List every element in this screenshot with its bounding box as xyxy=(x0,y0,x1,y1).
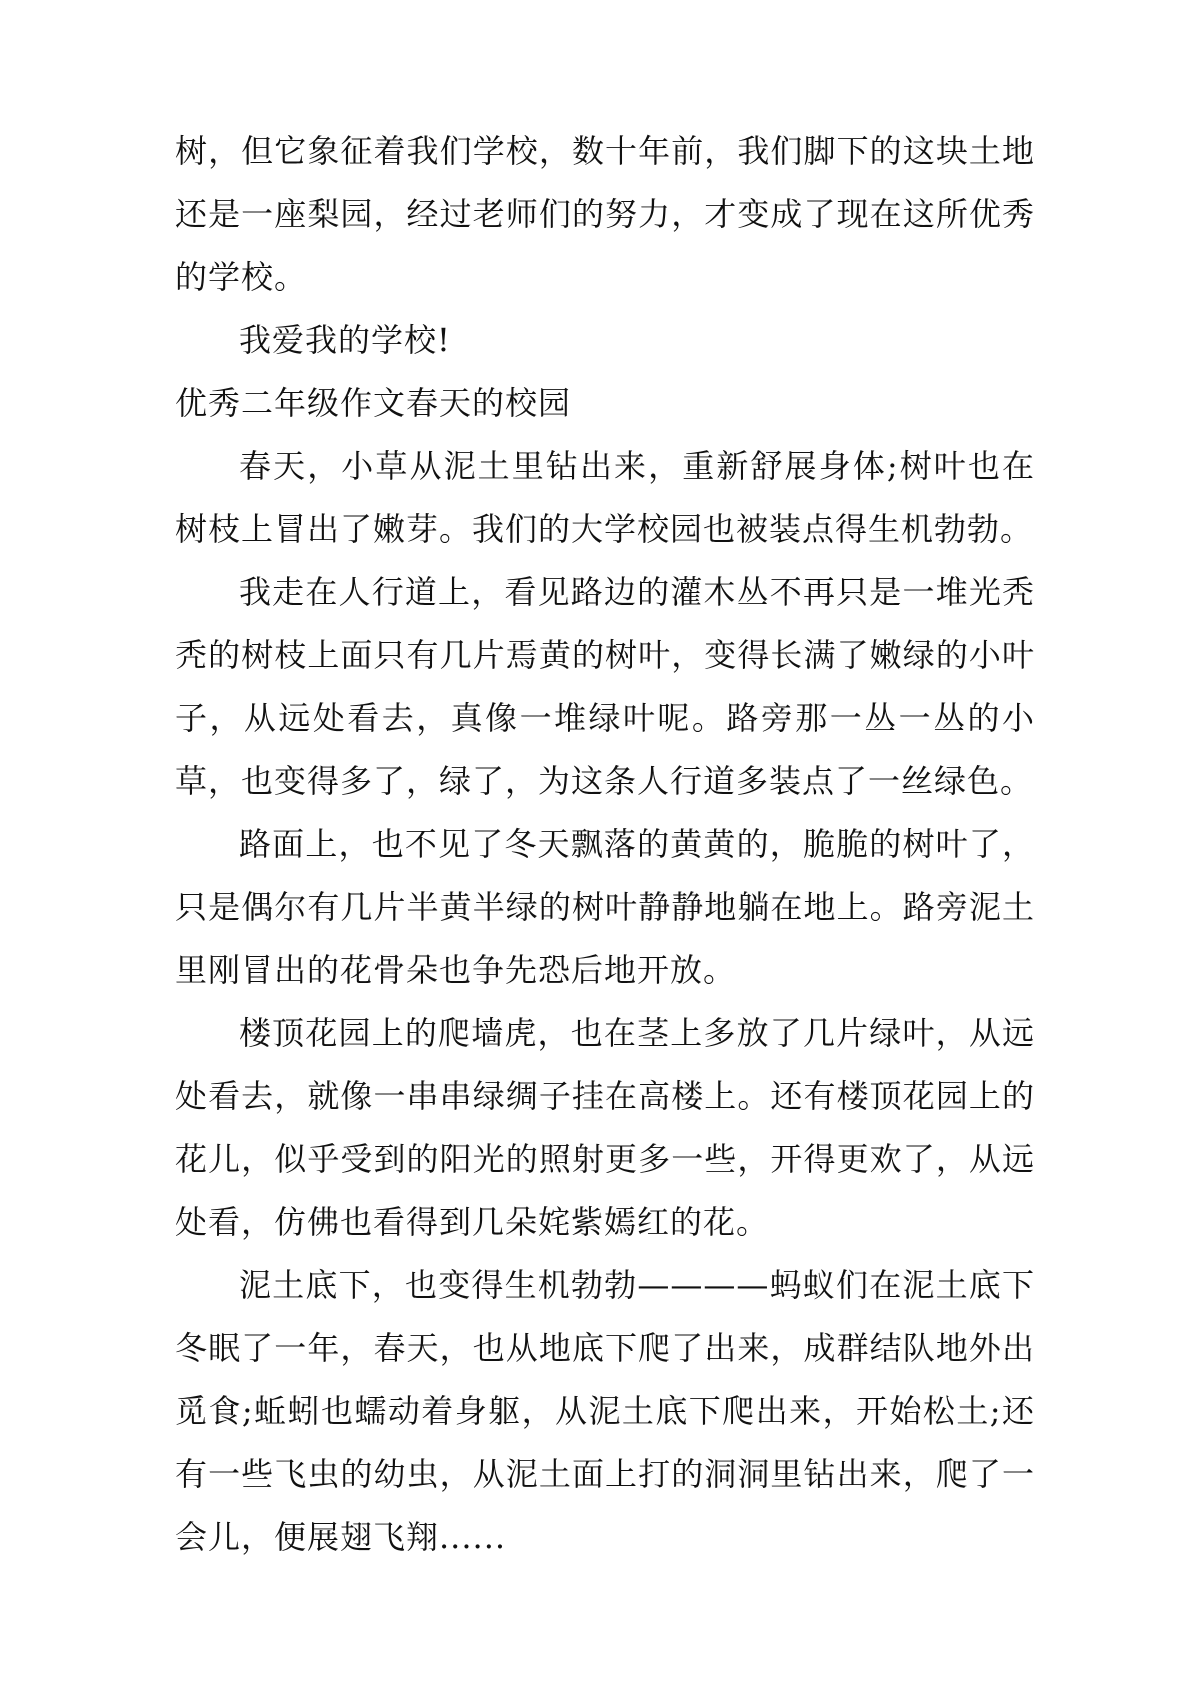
section-title: 优秀二年级作文春天的校园 xyxy=(175,384,572,422)
paragraph-rooftop-garden: 楼顶花园上的爬墙虎，也在茎上多放了几片绿叶，从远处看去，就像一串串绿绸子挂在高楼上。还有楼顶花园上的花儿，似乎受到的阳光的照射更多一些，开得更欢了，从远处看，仿佛也看得到几朵姹紫嫣红的花。 xyxy=(175,1014,1035,1241)
document-body xyxy=(175,120,1035,1569)
paragraph-underground: 泥土底下，也变得生机勃勃————蚂蚁们在泥土底下冬眠了一年，春天，也从地底下爬了出来，成群结队地外出觅食;蚯蚓也蠕动着身躯，从泥土底下爬出来，开始松土;还有一些飞虫的幼虫，从泥土面上打的洞洞里钻出来，爬了一会儿，便展翅飞翔...... xyxy=(175,1266,1035,1556)
paragraph-road-surface: 路面上，也不见了冬天飘落的黄黄的，脆脆的树叶了，只是偶尔有几片半黄半绿的树叶静静地躺在地上。路旁泥土里刚冒出的花骨朵也争先恐后地开放。 xyxy=(175,825,1035,989)
paragraph-sidewalk: 我走在人行道上，看见路边的灌木丛不再只是一堆光秃秃的树枝上面只有几片焉黄的树叶，变得长满了嫩绿的小叶子，从远处看去，真像一堆绿叶呢。路旁那一丛一丛的小草，也变得多了，绿了，为这条人行道多装点了一丝绿色。 xyxy=(175,573,1035,800)
paragraph-spring-intro: 春天，小草从泥土里钻出来，重新舒展身体;树叶也在树枝上冒出了嫩芽。我们的大学校园也被装点得生机勃勃。 xyxy=(175,447,1035,548)
paragraph-school-history: 树，但它象征着我们学校，数十年前，我们脚下的这块土地还是一座梨园，经过老师们的努力，才变成了现在这所优秀的学校。 xyxy=(175,132,1035,296)
paragraph-love-school: 我爱我的学校! xyxy=(239,321,451,359)
